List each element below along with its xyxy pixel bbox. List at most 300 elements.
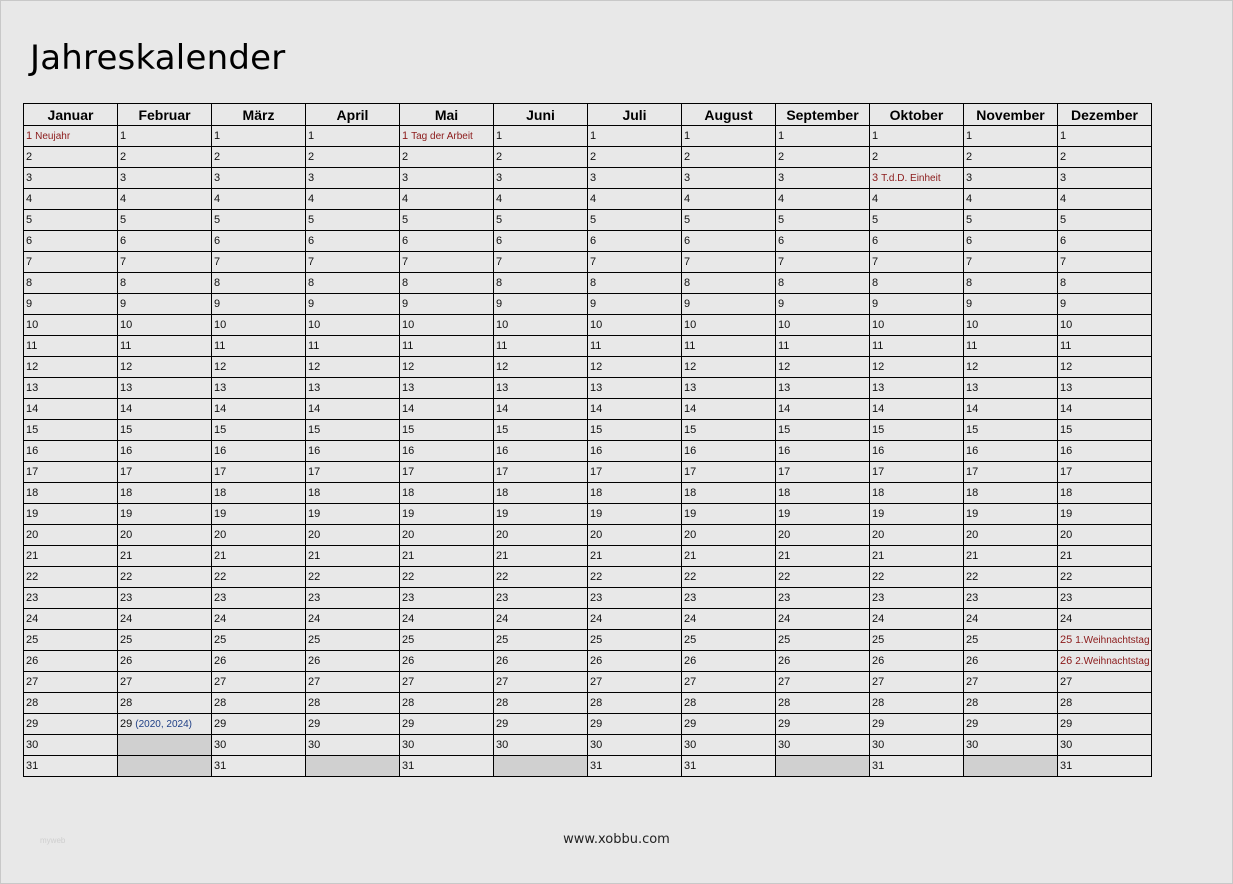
day-cell[interactable] — [776, 546, 870, 567]
day-cell[interactable] — [588, 168, 682, 189]
day-cell[interactable] — [118, 420, 212, 441]
day-cell[interactable] — [588, 126, 682, 147]
day-cell[interactable] — [776, 378, 870, 399]
day-cell[interactable] — [494, 609, 588, 630]
day-cell[interactable] — [964, 588, 1058, 609]
day-cell[interactable] — [870, 609, 964, 630]
day-cell[interactable] — [776, 567, 870, 588]
day-cell[interactable] — [212, 399, 306, 420]
day-cell[interactable] — [400, 672, 494, 693]
day-cell[interactable] — [212, 210, 306, 231]
day-cell[interactable] — [118, 336, 212, 357]
day-cell[interactable] — [24, 210, 118, 231]
day-cell[interactable] — [964, 378, 1058, 399]
day-cell[interactable] — [306, 630, 400, 651]
day-cell[interactable] — [1058, 693, 1152, 714]
day-cell[interactable] — [212, 756, 306, 777]
day-cell[interactable] — [212, 273, 306, 294]
day-cell[interactable] — [682, 651, 776, 672]
day-cell[interactable] — [588, 630, 682, 651]
day-cell[interactable] — [870, 504, 964, 525]
day-cell[interactable] — [494, 693, 588, 714]
day-cell[interactable] — [494, 252, 588, 273]
day-cell[interactable] — [588, 735, 682, 756]
day-cell[interactable] — [24, 756, 118, 777]
day-cell[interactable] — [494, 378, 588, 399]
footer-url[interactable]: www.xobbu.com — [563, 832, 670, 847]
day-cell[interactable] — [870, 441, 964, 462]
day-cell[interactable] — [306, 315, 400, 336]
day-cell[interactable] — [306, 399, 400, 420]
day-cell[interactable] — [776, 294, 870, 315]
day-cell[interactable] — [870, 462, 964, 483]
day-cell[interactable] — [682, 231, 776, 252]
day-cell[interactable] — [24, 462, 118, 483]
day-cell[interactable] — [964, 441, 1058, 462]
day-cell[interactable] — [306, 672, 400, 693]
day-cell[interactable] — [24, 630, 118, 651]
day-cell[interactable] — [212, 483, 306, 504]
day-cell[interactable] — [1058, 735, 1152, 756]
day-cell[interactable] — [306, 231, 400, 252]
day-cell[interactable] — [682, 525, 776, 546]
day-cell[interactable] — [1058, 651, 1152, 672]
day-cell[interactable] — [870, 483, 964, 504]
day-cell[interactable] — [24, 294, 118, 315]
day-cell[interactable] — [306, 357, 400, 378]
day-cell[interactable] — [306, 294, 400, 315]
day-cell[interactable] — [588, 672, 682, 693]
day-cell[interactable] — [588, 651, 682, 672]
day-cell[interactable] — [870, 525, 964, 546]
day-cell[interactable] — [1058, 126, 1152, 147]
day-cell[interactable] — [776, 483, 870, 504]
day-cell[interactable] — [118, 588, 212, 609]
day-cell[interactable] — [306, 273, 400, 294]
day-cell[interactable] — [24, 420, 118, 441]
day-cell[interactable] — [494, 399, 588, 420]
day-cell[interactable] — [494, 504, 588, 525]
day-cell[interactable] — [24, 126, 118, 147]
day-cell[interactable] — [776, 735, 870, 756]
day-cell[interactable] — [870, 399, 964, 420]
day-cell[interactable] — [306, 609, 400, 630]
day-cell[interactable] — [588, 336, 682, 357]
day-cell[interactable] — [212, 735, 306, 756]
day-cell[interactable] — [306, 168, 400, 189]
day-cell[interactable] — [1058, 609, 1152, 630]
day-cell[interactable] — [24, 525, 118, 546]
day-cell[interactable] — [588, 231, 682, 252]
day-cell[interactable] — [588, 483, 682, 504]
day-cell[interactable] — [776, 210, 870, 231]
day-cell[interactable] — [776, 420, 870, 441]
day-cell[interactable] — [24, 252, 118, 273]
day-cell[interactable] — [870, 357, 964, 378]
day-cell[interactable] — [870, 231, 964, 252]
day-cell[interactable] — [588, 441, 682, 462]
day-cell[interactable] — [776, 126, 870, 147]
day-cell[interactable] — [776, 693, 870, 714]
day-cell[interactable] — [494, 126, 588, 147]
day-cell[interactable] — [212, 294, 306, 315]
day-cell[interactable] — [494, 525, 588, 546]
day-cell[interactable] — [118, 315, 212, 336]
day-cell[interactable] — [870, 567, 964, 588]
day-cell[interactable] — [588, 273, 682, 294]
day-cell[interactable] — [964, 567, 1058, 588]
day-cell[interactable] — [1058, 483, 1152, 504]
day-cell[interactable] — [212, 651, 306, 672]
day-cell[interactable] — [24, 357, 118, 378]
day-cell[interactable] — [776, 630, 870, 651]
day-cell[interactable] — [1058, 378, 1152, 399]
day-cell[interactable] — [682, 588, 776, 609]
day-cell[interactable] — [1058, 147, 1152, 168]
day-cell[interactable] — [776, 714, 870, 735]
day-cell[interactable] — [964, 252, 1058, 273]
day-cell[interactable] — [588, 294, 682, 315]
day-cell[interactable] — [494, 147, 588, 168]
day-cell[interactable] — [306, 693, 400, 714]
day-cell[interactable] — [400, 441, 494, 462]
day-cell[interactable] — [588, 357, 682, 378]
day-cell[interactable] — [870, 735, 964, 756]
day-cell[interactable] — [1058, 525, 1152, 546]
day-cell[interactable] — [1058, 630, 1152, 651]
day-cell[interactable] — [682, 273, 776, 294]
day-cell[interactable] — [776, 147, 870, 168]
day-cell[interactable] — [118, 483, 212, 504]
day-cell[interactable] — [588, 588, 682, 609]
day-cell[interactable] — [494, 630, 588, 651]
day-cell[interactable] — [494, 231, 588, 252]
day-cell[interactable] — [588, 252, 682, 273]
day-cell[interactable] — [776, 609, 870, 630]
day-cell[interactable] — [400, 525, 494, 546]
day-cell[interactable] — [494, 714, 588, 735]
day-cell[interactable] — [682, 315, 776, 336]
day-cell[interactable] — [212, 336, 306, 357]
day-cell[interactable] — [118, 462, 212, 483]
day-cell[interactable] — [1058, 504, 1152, 525]
day-cell[interactable] — [682, 336, 776, 357]
day-cell[interactable] — [1058, 231, 1152, 252]
day-cell[interactable] — [400, 420, 494, 441]
day-cell[interactable] — [1058, 168, 1152, 189]
day-cell[interactable] — [400, 462, 494, 483]
day-cell[interactable] — [118, 525, 212, 546]
day-cell[interactable] — [212, 315, 306, 336]
day-cell[interactable] — [682, 189, 776, 210]
day-cell[interactable] — [118, 273, 212, 294]
day-cell[interactable] — [400, 567, 494, 588]
day-cell[interactable] — [306, 504, 400, 525]
day-cell[interactable] — [494, 441, 588, 462]
day-cell[interactable] — [494, 420, 588, 441]
day-cell[interactable] — [1058, 252, 1152, 273]
day-cell[interactable] — [588, 399, 682, 420]
day-cell[interactable] — [870, 294, 964, 315]
day-cell[interactable] — [964, 294, 1058, 315]
day-cell[interactable] — [870, 168, 964, 189]
day-cell[interactable] — [964, 651, 1058, 672]
day-cell[interactable] — [682, 735, 776, 756]
day-cell[interactable] — [494, 210, 588, 231]
day-cell[interactable] — [1058, 546, 1152, 567]
day-cell[interactable] — [1058, 357, 1152, 378]
day-cell[interactable] — [870, 546, 964, 567]
day-cell[interactable] — [1058, 210, 1152, 231]
day-cell[interactable] — [776, 525, 870, 546]
day-cell[interactable] — [400, 399, 494, 420]
day-cell[interactable] — [964, 231, 1058, 252]
day-cell[interactable] — [964, 693, 1058, 714]
day-cell[interactable] — [118, 168, 212, 189]
day-cell[interactable] — [24, 315, 118, 336]
day-cell[interactable] — [588, 567, 682, 588]
day-cell[interactable] — [870, 210, 964, 231]
day-cell[interactable] — [306, 210, 400, 231]
day-cell[interactable] — [24, 273, 118, 294]
day-cell[interactable] — [212, 147, 306, 168]
day-cell[interactable] — [212, 672, 306, 693]
day-cell[interactable] — [964, 210, 1058, 231]
day-cell[interactable] — [682, 714, 776, 735]
day-cell[interactable] — [118, 630, 212, 651]
day-cell[interactable] — [306, 441, 400, 462]
day-cell[interactable] — [400, 231, 494, 252]
day-cell[interactable] — [212, 504, 306, 525]
day-cell[interactable] — [24, 504, 118, 525]
day-cell[interactable] — [212, 252, 306, 273]
day-cell[interactable] — [306, 378, 400, 399]
day-cell[interactable] — [24, 672, 118, 693]
day-cell[interactable] — [212, 441, 306, 462]
day-cell[interactable] — [212, 546, 306, 567]
day-cell[interactable] — [400, 504, 494, 525]
day-cell[interactable] — [1058, 441, 1152, 462]
day-cell[interactable] — [776, 315, 870, 336]
day-cell[interactable] — [964, 546, 1058, 567]
day-cell[interactable] — [24, 693, 118, 714]
day-cell[interactable] — [306, 588, 400, 609]
day-cell[interactable] — [870, 588, 964, 609]
day-cell[interactable] — [776, 273, 870, 294]
day-cell[interactable] — [118, 693, 212, 714]
day-cell[interactable] — [588, 693, 682, 714]
day-cell[interactable] — [118, 357, 212, 378]
day-cell[interactable] — [400, 756, 494, 777]
day-cell[interactable] — [682, 609, 776, 630]
day-cell[interactable] — [400, 651, 494, 672]
day-cell[interactable] — [682, 126, 776, 147]
day-cell[interactable] — [118, 441, 212, 462]
day-cell[interactable] — [24, 546, 118, 567]
day-cell[interactable] — [1058, 189, 1152, 210]
day-cell[interactable] — [682, 546, 776, 567]
day-cell[interactable] — [1058, 273, 1152, 294]
day-cell[interactable] — [400, 378, 494, 399]
day-cell[interactable] — [776, 462, 870, 483]
day-cell[interactable] — [306, 525, 400, 546]
day-cell[interactable] — [400, 273, 494, 294]
day-cell[interactable] — [400, 693, 494, 714]
day-cell[interactable] — [588, 378, 682, 399]
day-cell[interactable] — [400, 336, 494, 357]
day-cell[interactable] — [306, 252, 400, 273]
day-cell[interactable] — [964, 147, 1058, 168]
day-cell[interactable] — [776, 336, 870, 357]
day-cell[interactable] — [682, 672, 776, 693]
day-cell[interactable] — [682, 420, 776, 441]
day-cell[interactable] — [212, 357, 306, 378]
day-cell[interactable] — [306, 462, 400, 483]
day-cell[interactable] — [494, 588, 588, 609]
day-cell[interactable] — [24, 567, 118, 588]
day-cell[interactable] — [24, 189, 118, 210]
day-cell[interactable] — [306, 126, 400, 147]
day-cell[interactable] — [682, 756, 776, 777]
day-cell[interactable] — [118, 567, 212, 588]
day-cell[interactable] — [870, 147, 964, 168]
day-cell[interactable] — [24, 168, 118, 189]
day-cell[interactable] — [212, 189, 306, 210]
day-cell[interactable] — [212, 168, 306, 189]
day-cell[interactable] — [682, 441, 776, 462]
day-cell[interactable] — [964, 357, 1058, 378]
day-cell[interactable] — [118, 189, 212, 210]
day-cell[interactable] — [400, 252, 494, 273]
day-cell[interactable] — [306, 189, 400, 210]
day-cell[interactable] — [1058, 756, 1152, 777]
day-cell[interactable] — [776, 651, 870, 672]
day-cell[interactable] — [682, 630, 776, 651]
day-cell[interactable] — [24, 609, 118, 630]
day-cell[interactable] — [24, 378, 118, 399]
day-cell[interactable] — [118, 651, 212, 672]
day-cell[interactable] — [682, 168, 776, 189]
day-cell[interactable] — [118, 147, 212, 168]
day-cell[interactable] — [776, 441, 870, 462]
day-cell[interactable] — [494, 189, 588, 210]
day-cell[interactable] — [870, 630, 964, 651]
day-cell[interactable] — [400, 294, 494, 315]
day-cell[interactable] — [1058, 462, 1152, 483]
day-cell[interactable] — [964, 735, 1058, 756]
day-cell[interactable] — [24, 588, 118, 609]
day-cell[interactable] — [306, 336, 400, 357]
day-cell[interactable] — [776, 357, 870, 378]
day-cell[interactable] — [964, 336, 1058, 357]
day-cell[interactable] — [212, 609, 306, 630]
day-cell[interactable] — [24, 441, 118, 462]
day-cell[interactable] — [212, 714, 306, 735]
day-cell[interactable] — [588, 189, 682, 210]
day-cell[interactable] — [588, 525, 682, 546]
day-cell[interactable] — [682, 252, 776, 273]
day-cell[interactable] — [494, 735, 588, 756]
day-cell[interactable] — [964, 630, 1058, 651]
day-cell[interactable] — [24, 231, 118, 252]
day-cell[interactable] — [964, 189, 1058, 210]
day-cell[interactable] — [494, 651, 588, 672]
day-cell[interactable] — [870, 315, 964, 336]
day-cell[interactable] — [588, 462, 682, 483]
day-cell[interactable] — [118, 378, 212, 399]
day-cell[interactable] — [964, 168, 1058, 189]
day-cell[interactable] — [118, 126, 212, 147]
day-cell[interactable] — [870, 252, 964, 273]
day-cell[interactable] — [24, 399, 118, 420]
day-cell[interactable] — [870, 420, 964, 441]
day-cell[interactable] — [964, 672, 1058, 693]
day-cell[interactable] — [400, 588, 494, 609]
day-cell[interactable] — [682, 462, 776, 483]
day-cell[interactable] — [682, 294, 776, 315]
day-cell[interactable] — [682, 210, 776, 231]
day-cell[interactable] — [682, 147, 776, 168]
day-cell[interactable] — [964, 399, 1058, 420]
day-cell[interactable] — [306, 651, 400, 672]
day-cell[interactable] — [24, 714, 118, 735]
day-cell[interactable] — [212, 420, 306, 441]
day-cell[interactable] — [24, 735, 118, 756]
day-cell[interactable] — [588, 714, 682, 735]
day-cell[interactable] — [682, 483, 776, 504]
day-cell[interactable] — [964, 420, 1058, 441]
day-cell[interactable] — [118, 252, 212, 273]
day-cell[interactable] — [1058, 567, 1152, 588]
day-cell[interactable] — [494, 567, 588, 588]
day-cell[interactable] — [400, 483, 494, 504]
day-cell[interactable] — [494, 273, 588, 294]
day-cell[interactable] — [24, 483, 118, 504]
day-cell[interactable] — [118, 609, 212, 630]
day-cell[interactable] — [400, 168, 494, 189]
day-cell[interactable] — [400, 714, 494, 735]
day-cell[interactable] — [118, 399, 212, 420]
day-cell[interactable] — [776, 231, 870, 252]
day-cell[interactable] — [400, 357, 494, 378]
day-cell[interactable] — [400, 126, 494, 147]
day-cell[interactable] — [682, 378, 776, 399]
day-cell[interactable] — [400, 546, 494, 567]
day-cell[interactable] — [588, 315, 682, 336]
day-cell[interactable] — [306, 147, 400, 168]
day-cell[interactable] — [776, 588, 870, 609]
day-cell[interactable] — [212, 126, 306, 147]
day-cell[interactable] — [494, 294, 588, 315]
day-cell[interactable] — [306, 714, 400, 735]
day-cell[interactable] — [306, 546, 400, 567]
day-cell[interactable] — [212, 525, 306, 546]
day-cell[interactable] — [212, 231, 306, 252]
day-cell[interactable] — [588, 504, 682, 525]
day-cell[interactable] — [306, 567, 400, 588]
day-cell[interactable] — [118, 714, 212, 735]
day-cell[interactable] — [870, 651, 964, 672]
day-cell[interactable] — [212, 630, 306, 651]
day-cell[interactable] — [776, 399, 870, 420]
day-cell[interactable] — [1058, 336, 1152, 357]
day-cell[interactable] — [400, 315, 494, 336]
day-cell[interactable] — [494, 546, 588, 567]
day-cell[interactable] — [776, 252, 870, 273]
day-cell[interactable] — [964, 315, 1058, 336]
day-cell[interactable] — [494, 168, 588, 189]
day-cell[interactable] — [682, 567, 776, 588]
